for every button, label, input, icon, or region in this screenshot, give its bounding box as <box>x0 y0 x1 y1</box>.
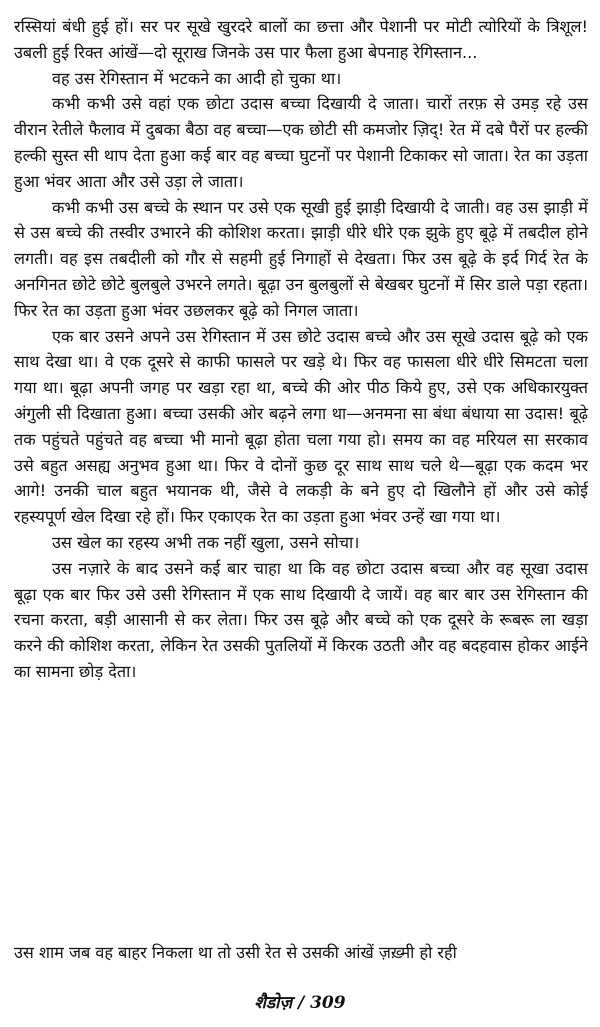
paragraph: कभी कभी उसे वहां एक छोटा उदास बच्चा दिखायी दे जाता। चारों तरफ़ से उमड़ रहे उस वीरान रेतीले फैलाव में दुबका बैठा वह बच्चा—एक छोटी सी कमजोर ज़िद्! रेत में दबे पैरों पर हल्की हल्की सुस्त सी थाप देता हुआ कई बार वह बच्चा घुटनों पर पेशानी टिकाकर सो जाता। रेत का उड़ता हुआ भंवर आता और उसे उड़ा ले जाता। <box>14 94 588 191</box>
paragraph: उस खेल का रहस्य अभी तक नहीं खुला, उसने सोचा। <box>52 532 360 552</box>
paragraph: वह उस रेगिस्तान में भटकने का आदी हो चुका था। <box>52 68 342 88</box>
page-footer: शैडोज़ / 309 <box>254 993 346 1013</box>
body-text <box>14 14 588 685</box>
continuation-line: उस शाम जब वह बाहर निकला था तो उसी रेत से उसकी आंखें ज़ख़्मी हो रही <box>14 943 457 962</box>
paragraph: कभी कभी उस बच्चे के स्थान पर उसे एक सूखी हुई झाड़ी दिखायी दे जाती। वह उस झाड़ी में से उस बच्चे की तस्वीर उभारने की कोशिश करता। झाड़ी धीरे धीरे एक झुके हुए बूढ़े में तबदील होने लगती। वह इस तबदीली को गौर से सहमी हुई निगाहों से देखता। फिर उस बूढ़े के इर्द गिर्द रेत के अनगिनत छोटे छोटे बुलबुले उभरने लगते। बूढ़ा उन बुलबुलों से बेखबर घुटनों में सिर डाले पड़ा रहता। फिर रेत का उड़ता हुआ भंवर उछलकर बूढ़े को निगल जाता। <box>14 197 588 320</box>
paragraph: रस्सियां बंधी हुई हों। सर पर सूखे खुरदरे बालों का छत्ता और पेशानी पर मोटी त्योरियों के त्रिशूल! उबली हुई रिक्त आंखें—दो सूराख जिनके उस पार फैला हुआ बेपनाह रेगिस्तान... <box>14 17 588 62</box>
paragraph: एक बार उसने अपने उस रेगिस्तान में उस छोटे उदास बच्चे और उस सूखे उदास बूढ़े को एक साथ देखा था। वे एक दूसरे से काफी फासले पर खड़े थे। फिर वह फासला धीरे धीरे सिमटता चला गया था। बूढ़ा अपनी जगह पर खड़ा रहा था, बच्चे की ओर पीठ किये हुए, उसे एक अधिकारयुक्त अंगुली सी दिखाता हुआ। बच्चा उसकी ओर बढ़ने लगा था—अनमना सा बंधा बंधाया सा उदास! बूढ़े तक पहुंचते पहुंचते वह बच्चा भी मानो बूढ़ा होता चला गया हो। समय का वह मरियल सा सरकाव उसे बहुत असह्य अनुभव हुआ था। फिर वे दोनों कुछ दूर साथ साथ चले थे—बूढ़ा एक कदम भर आगे! उनकी चाल बहुत भयानक थी, जैसे वे लकड़ी के बने हुए दो खिलौने हों और उसे कोई रहस्यपूर्ण खेल दिखा रहे हों। फिर एकाएक रेत का उड़ता हुआ भंवर उन्हें खा गया था। <box>14 326 588 527</box>
paragraph: उस नज़ारे के बाद उसने कई बार चाहा था कि वह छोटा उदास बच्चा और वह सूखा उदास बूढ़ा एक बार फिर उसे उसी रेगिस्तान में एक साथ दिखायी दे जायें। वह बार बार उस रेगिस्तान की रचना करता, बड़ी आसानी से कर लेता। फिर उस बूढ़े और बच्चे को एक दूसरे के रूबरू ला खड़ा करने की कोशिश करता, लेकिन रेत उसकी पुतलियों में किरक उठती और वह बदहवास होकर आईने का सामना छोड़ देता। <box>14 558 589 681</box>
